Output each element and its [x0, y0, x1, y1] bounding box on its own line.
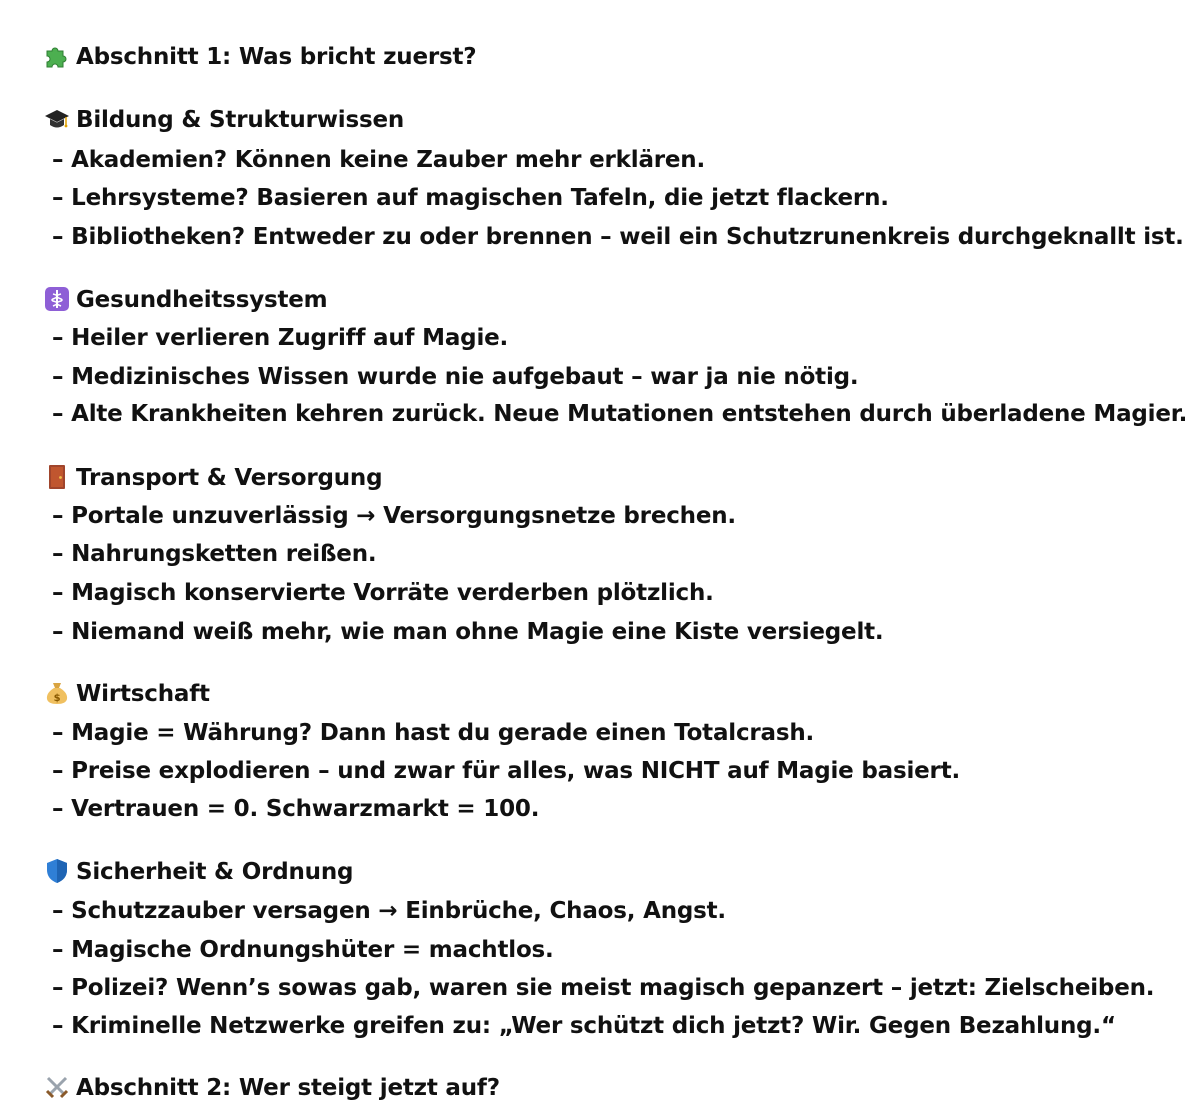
heading-text: Wirtschaft	[76, 681, 210, 707]
heading-text: Abschnitt 1: Was bricht zuerst?	[76, 44, 477, 70]
heading-text: Gesundheitssystem	[76, 287, 328, 313]
list-item: – Nahrungsketten reißen.	[52, 541, 377, 567]
list-item: – Heiler verlieren Zugriff auf Magie.	[52, 325, 509, 351]
heading-text: Abschnitt 2: Wer steigt jetzt auf?	[76, 1075, 500, 1101]
section-heading	[44, 677, 210, 711]
list-item: – Portale unzuverlässig → Versorgungsnetze brechen.	[52, 503, 736, 529]
list-item: – Magie = Währung? Dann hast du gerade einen Totalcrash.	[52, 720, 815, 746]
list-item: – Schutzzauber versagen → Einbrüche, Chaos, Angst.	[52, 898, 726, 924]
section-heading	[44, 461, 382, 495]
graduation-cap-icon	[44, 106, 70, 132]
section-heading	[44, 283, 327, 317]
list-item: – Medizinisches Wissen wurde nie aufgebaut – war ja nie nötig.	[52, 364, 859, 390]
section-heading	[44, 1071, 500, 1105]
list-item: – Bibliotheken? Entweder zu oder brennen – weil ein Schutzrunenkreis durchgeknallt ist.	[52, 224, 1184, 250]
list-item: – Akademien? Können keine Zauber mehr erklären.	[52, 147, 706, 173]
section-heading	[44, 103, 404, 137]
section-heading	[44, 855, 353, 889]
crossed-swords-icon	[44, 1074, 70, 1100]
money-bag-icon	[44, 680, 70, 706]
list-item: – Niemand weiß mehr, wie man ohne Magie eine Kiste versiegelt.	[52, 619, 884, 645]
list-item: – Magisch konservierte Vorräte verderben plötzlich.	[52, 580, 714, 606]
list-item: – Magische Ordnungshüter = machtlos.	[52, 937, 554, 963]
heading-text: Bildung & Strukturwissen	[76, 107, 405, 133]
list-item: – Lehrsysteme? Basieren auf magischen Tafeln, die jetzt flackern.	[52, 185, 889, 211]
list-item: – Preise explodieren – und zwar für alles, was NICHT auf Magie basiert.	[52, 758, 961, 784]
list-item: – Vertrauen = 0. Schwarzmarkt = 100.	[52, 796, 540, 822]
section-heading	[44, 40, 476, 74]
shield-icon	[44, 858, 70, 884]
svg-text:$: $	[53, 693, 61, 704]
list-item: – Alte Krankheiten kehren zurück. Neue Mutationen entstehen durch überladene Magier.	[52, 401, 1188, 427]
door-icon	[44, 464, 70, 490]
heading-text: Sicherheit & Ordnung	[76, 859, 354, 885]
list-item: – Polizei? Wenn’s sowas gab, waren sie meist magisch gepanzert – jetzt: Zielscheiben.	[52, 975, 1155, 1001]
puzzle-piece-icon	[44, 43, 70, 69]
medical-symbol-icon	[44, 286, 70, 312]
list-item: – Kriminelle Netzwerke greifen zu: „Wer schützt dich jetzt? Wir. Gegen Bezahlung.“	[52, 1013, 1116, 1039]
heading-text: Transport & Versorgung	[76, 465, 383, 491]
